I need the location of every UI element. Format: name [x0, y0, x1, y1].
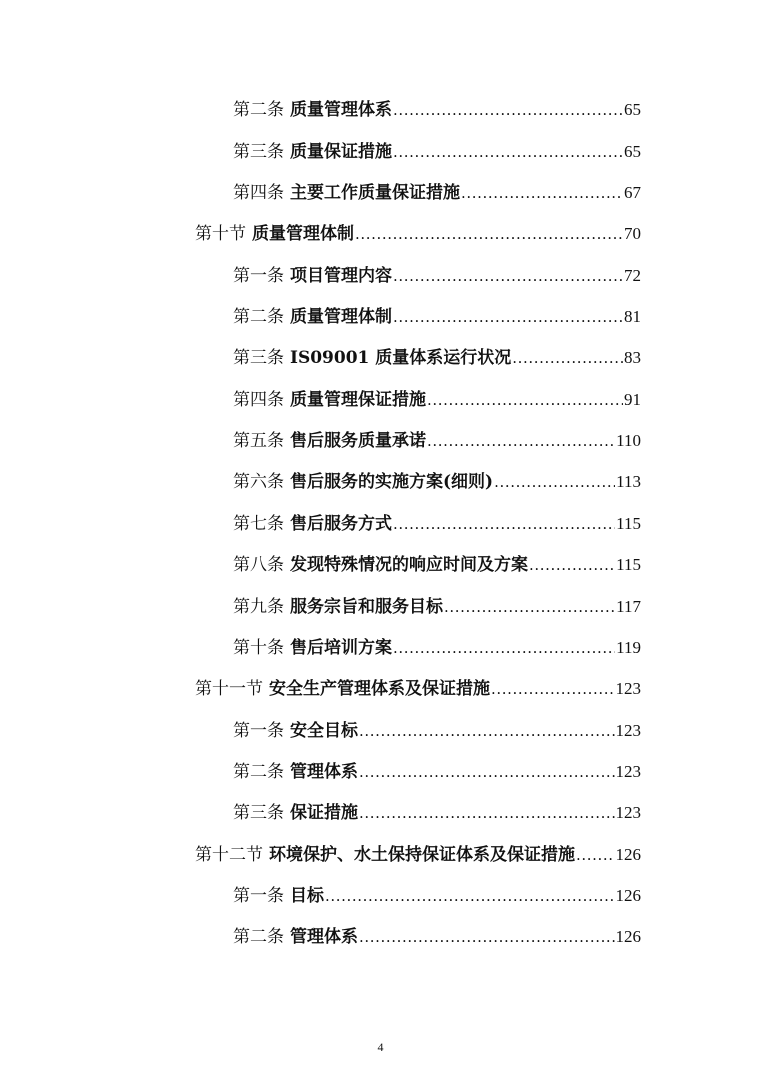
toc-entry-page: 123: [615, 679, 641, 698]
toc-entry-title: 管理体系: [290, 927, 358, 947]
dot-leader: [494, 471, 615, 493]
toc-entry[interactable]: [233, 596, 641, 618]
toc-entry[interactable]: [233, 389, 641, 411]
toc-entry[interactable]: [233, 554, 641, 576]
toc-entry-number: 第九条: [233, 597, 284, 617]
toc-entry[interactable]: [233, 347, 641, 369]
dot-leader: [359, 761, 615, 783]
toc-entry-page: 83: [624, 348, 641, 367]
dot-leader: [491, 678, 615, 700]
toc-entry-number: 第三条: [233, 348, 284, 368]
toc-entry-title: 服务宗旨和服务目标: [290, 597, 443, 617]
toc-entry-page: 65: [624, 142, 641, 161]
dot-leader: [512, 347, 623, 369]
toc-entry-title: 目标: [290, 886, 324, 906]
toc-entry-number: 第十条: [233, 638, 284, 658]
toc-entry[interactable]: [233, 637, 641, 659]
dot-leader: [393, 99, 623, 121]
toc-entry-page: 123: [615, 762, 641, 781]
dot-leader: [359, 720, 615, 742]
toc-entry-number: 第四条: [233, 390, 284, 410]
toc-entry-number: 第三条: [233, 142, 284, 162]
toc-entry-title: 保证措施: [290, 803, 358, 823]
toc-entry-title: 质量管理体制: [252, 224, 354, 244]
dot-leader: [444, 596, 615, 618]
toc-entry-number: 第六条: [233, 472, 284, 492]
toc-entry-number: 第四条: [233, 183, 284, 203]
dot-leader: [461, 182, 623, 204]
toc-entry-number: 第二条: [233, 100, 284, 120]
toc-entry[interactable]: [233, 141, 641, 163]
toc-entry-number: 第二条: [233, 307, 284, 327]
dot-leader: [359, 926, 615, 948]
toc-entry-title: 安全目标: [290, 721, 358, 741]
toc-entry-number: 第三条: [233, 803, 284, 823]
toc-entry-page: 119: [616, 638, 641, 657]
dot-leader: [529, 554, 615, 576]
toc-section-entry[interactable]: [195, 223, 641, 245]
toc-entry[interactable]: [233, 265, 641, 287]
dot-leader: [355, 223, 623, 245]
toc-entry-title: 发现特殊情况的响应时间及方案: [290, 555, 528, 575]
toc-entry-number: 第五条: [233, 431, 284, 451]
dot-leader: [576, 844, 615, 866]
toc-entry[interactable]: [233, 885, 641, 907]
toc-entry-page: 72: [624, 266, 641, 285]
toc-entry-title: 售后培训方案: [290, 638, 392, 658]
toc-entry[interactable]: [233, 720, 641, 742]
toc-entry-page: 113: [616, 472, 641, 491]
toc-entry-number: 第二条: [233, 927, 284, 947]
toc-entry[interactable]: [233, 99, 641, 121]
toc-entry-title: 售后服务质量承诺: [290, 431, 426, 451]
toc-entry-page: 91: [624, 390, 641, 409]
toc-entry-number: 第一条: [233, 721, 284, 741]
toc-entry-page: 126: [615, 927, 641, 946]
toc-entry-number: 第十一节: [195, 679, 263, 699]
toc-entry[interactable]: [233, 802, 641, 824]
toc-entry[interactable]: [233, 182, 641, 204]
dot-leader: [393, 265, 623, 287]
dot-leader: [427, 430, 615, 452]
toc-section-entry[interactable]: [195, 844, 641, 866]
dot-leader: [393, 306, 623, 328]
toc-entry-page: 70: [624, 224, 641, 243]
toc-entry-page: 81: [624, 307, 641, 326]
dot-leader: [359, 802, 615, 824]
toc-entry-title: 质量保证措施: [290, 142, 392, 162]
toc-entry-number: 第十节: [195, 224, 246, 244]
toc-entry-number: 第一条: [233, 266, 284, 286]
dot-leader: [393, 637, 615, 659]
toc-entry[interactable]: [233, 430, 641, 452]
toc-entry-title: 质量管理体制: [290, 307, 392, 327]
toc-entry-title: 项目管理内容: [290, 266, 392, 286]
toc-section-entry[interactable]: [195, 678, 641, 700]
toc-entry-title: 环境保护、水土保持保证体系及保证措施: [269, 845, 575, 865]
toc-entry-page: 126: [615, 886, 641, 905]
toc-entry-title: 主要工作质量保证措施: [290, 183, 460, 203]
dot-leader: [393, 513, 615, 535]
toc-entry-page: 117: [616, 597, 641, 616]
toc-entry[interactable]: [233, 471, 641, 493]
toc-entry-title: 安全生产管理体系及保证措施: [269, 679, 490, 699]
toc-entry-title: 质量管理保证措施: [290, 390, 426, 410]
toc-entry-title: 管理体系: [290, 762, 358, 782]
toc-entry-title: IS09001 质量体系运行状况: [290, 348, 512, 368]
dot-leader: [427, 389, 623, 411]
dot-leader: [325, 885, 615, 907]
toc-entry-title: 质量管理体系: [290, 100, 392, 120]
toc-entry-page: 65: [624, 100, 641, 119]
page-number: 4: [377, 1040, 384, 1054]
toc-entry-page: 126: [615, 845, 641, 864]
toc-entry[interactable]: [233, 513, 641, 535]
toc-entry-number: 第十二节: [195, 845, 263, 865]
toc-entry-page: 67: [624, 183, 641, 202]
toc-entry-page: 123: [615, 721, 641, 740]
toc-entry-title: 售后服务方式: [290, 514, 392, 534]
toc-entry-number: 第一条: [233, 886, 284, 906]
toc-entry-page: 115: [616, 514, 641, 533]
toc-entry-number: 第七条: [233, 514, 284, 534]
toc-entry-number: 第八条: [233, 555, 284, 575]
toc-entry-page: 115: [616, 555, 641, 574]
toc-entry-number: 第二条: [233, 762, 284, 782]
toc-entry[interactable]: [233, 306, 641, 328]
toc-entry-page: 123: [615, 803, 641, 822]
dot-leader: [393, 141, 623, 163]
toc-entry-title: 售后服务的实施方案(细则): [290, 472, 494, 492]
toc-entry-page: 110: [616, 431, 641, 450]
toc-entry[interactable]: [233, 761, 641, 783]
toc-entry[interactable]: [233, 926, 641, 948]
